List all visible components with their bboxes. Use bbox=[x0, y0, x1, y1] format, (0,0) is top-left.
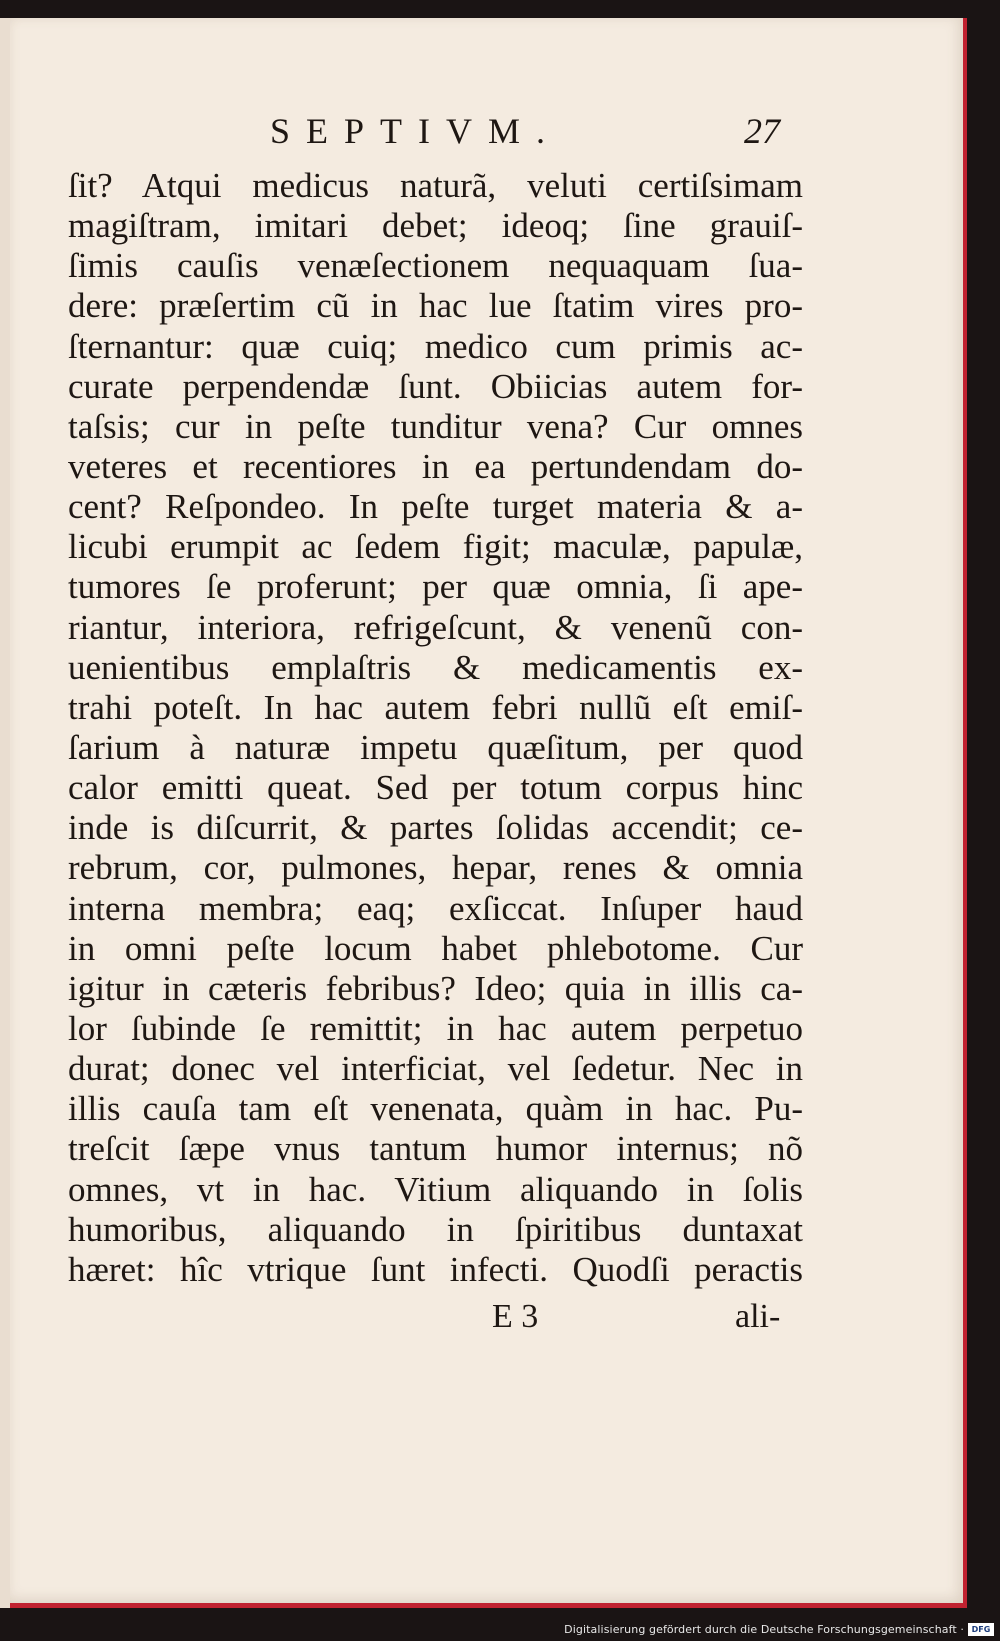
text-line: riantur, interiora, refrigeſcunt, & venenũ con- bbox=[68, 607, 803, 647]
text-line: licubi erumpit ac ſedem figit; maculæ, papulæ, bbox=[68, 527, 803, 567]
text-line: illis cauſa tam eſt venenata, quàm in hac. Pu- bbox=[68, 1089, 803, 1129]
book-page bbox=[10, 18, 967, 1608]
body-text bbox=[68, 166, 803, 1290]
text-line: ſarium à naturæ impetu quæſitum, per quod bbox=[68, 727, 803, 767]
text-line: treſcit ſæpe vnus tantum humor internus; nõ bbox=[68, 1129, 803, 1169]
text-line: omnes, vt in hac. Vitium aliquando in ſolis bbox=[68, 1169, 803, 1209]
text-line: calor emitti queat. Sed per totum corpus hinc bbox=[68, 768, 803, 808]
text-line: veteres et recentiores in ea pertundendam do- bbox=[68, 446, 803, 486]
text-line: durat; donec vel interficiat, vel ſedetur. Nec in bbox=[68, 1049, 803, 1089]
text-line: trahi poteſt. In hac autem febri nullũ eſt emiſ- bbox=[68, 687, 803, 727]
running-title: SEPTIVM. bbox=[270, 111, 562, 151]
text-line: tumores ſe proferunt; per quæ omnia, ſi ape- bbox=[68, 567, 803, 607]
text-line: rebrum, cor, pulmones, hepar, renes & omnia bbox=[68, 848, 803, 888]
text-line: ſimis cauſis venæſectionem nequaquam ſua- bbox=[68, 246, 803, 286]
text-line: ſternantur: quæ cuiq; medico cum primis ac- bbox=[68, 326, 803, 366]
digitization-credit: Digitalisierung gefördert durch die Deutsche Forschungsgemeinschaft · bbox=[564, 1623, 964, 1636]
page-number: 27 bbox=[744, 111, 780, 151]
text-line: igitur in cæteris febribus? Ideo; quia in illis ca- bbox=[68, 968, 803, 1008]
dfg-logo: DFG bbox=[968, 1623, 994, 1636]
text-line: ſit? Atqui medicus naturã, veluti certiſsimam bbox=[68, 166, 803, 205]
text-line: uenientibus emplaſtris & medicamentis ex- bbox=[68, 647, 803, 687]
text-line: taſsis; cur in peſte tunditur vena? Cur omnes bbox=[68, 406, 803, 446]
text-line: cent? Reſpondeo. In peſte turget materia & a- bbox=[68, 487, 803, 527]
text-line: lor ſubinde ſe remittit; in hac autem perpetuo bbox=[68, 1008, 803, 1048]
catchword: ali- bbox=[735, 1298, 781, 1335]
text-line: magiſtram, imitari debet; ideoq; ſine grauiſ- bbox=[68, 206, 803, 246]
text-line: hæret: hîc vtrique ſunt infecti. Quodſi peractis bbox=[68, 1249, 803, 1289]
text-line: inde is diſcurrit, & partes ſolidas accendit; ce- bbox=[68, 808, 803, 848]
page-header bbox=[10, 110, 963, 160]
text-line: in omni peſte locum habet phlebotome. Cur bbox=[68, 928, 803, 968]
text-line: humoribus, aliquando in ſpiritibus duntaxat bbox=[68, 1209, 803, 1249]
text-line: interna membra; eaq; exſiccat. Inſuper haud bbox=[68, 888, 803, 928]
text-line: dere: præſertim cũ in hac lue ſtatim vires pro- bbox=[68, 286, 803, 326]
text-line: curate perpendendæ ſunt. Obiicias autem for- bbox=[68, 366, 803, 406]
signature-mark: E 3 bbox=[492, 1298, 539, 1335]
